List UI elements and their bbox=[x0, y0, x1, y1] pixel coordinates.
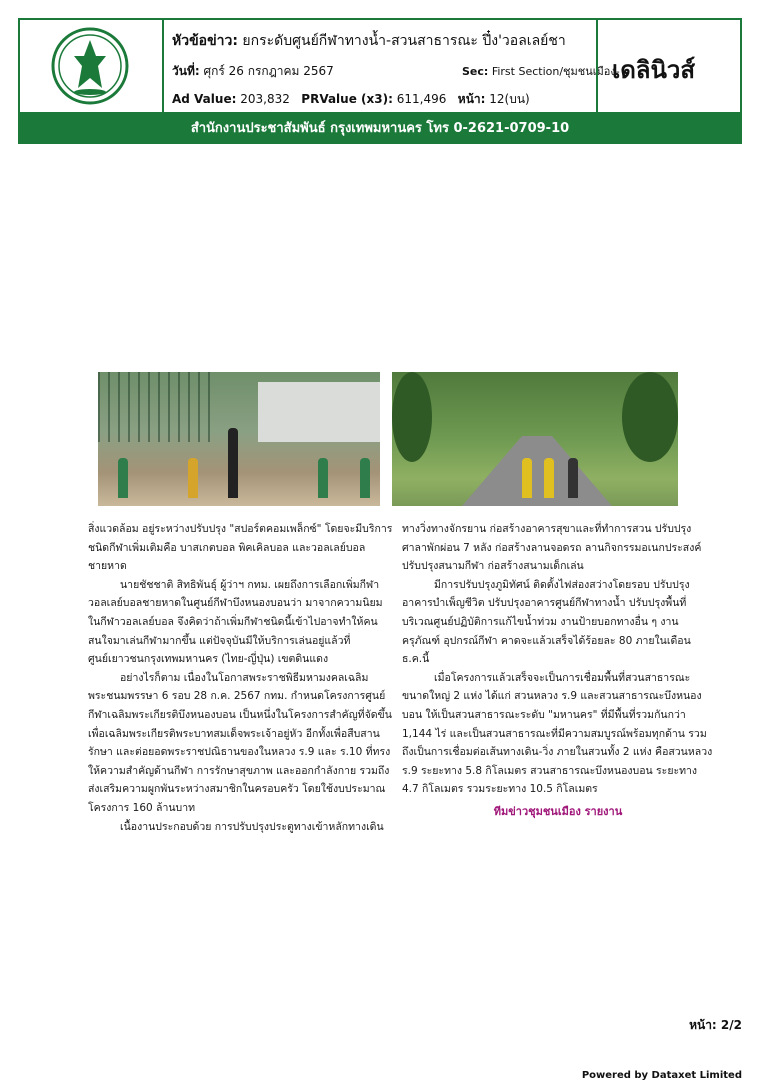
ad-label: Ad Value: bbox=[172, 92, 237, 106]
contact-banner: สำนักงานประชาสัมพันธ์ กรุงเทพมหานคร โทร 0-2621-0709-10 bbox=[18, 114, 742, 144]
person-figure bbox=[360, 458, 370, 498]
person-figure bbox=[318, 458, 328, 498]
date-row bbox=[172, 62, 334, 81]
bangkok-seal-icon bbox=[50, 26, 130, 106]
pr-value: 611,496 bbox=[396, 92, 447, 106]
net-fence bbox=[98, 372, 218, 442]
powered-by: Powered by Dataxet Limited bbox=[581, 1070, 742, 1081]
byline: ทีมข่าวชุมชนเมือง รายงาน bbox=[493, 804, 623, 818]
person-figure bbox=[228, 428, 238, 498]
article-column-1 bbox=[88, 520, 394, 836]
cyclist-figure bbox=[568, 458, 578, 498]
paragraph: สิ่งแวดล้อม อยู่ระหว่างปรับปรุง "สปอร์ตคอมเพล็กซ์" โดยจะมีบริการชนิดกีฬาเพิ่มเติมคือ บาสเกตบอล พิคเคิลบอล และวอลเลย์บอลชายหาด bbox=[88, 523, 393, 573]
sec-label: Sec: bbox=[462, 65, 489, 78]
page-value: 12(บน) bbox=[489, 92, 530, 106]
cyclist-figure bbox=[522, 458, 532, 498]
date-value: ศุกร์ 26 กรกฎาคม 2567 bbox=[203, 64, 334, 78]
ad-value: 203,832 bbox=[240, 92, 290, 106]
date-label: วันที่: bbox=[172, 64, 200, 78]
clipping-info bbox=[172, 26, 620, 110]
headline-label: หัวข้อข่าว: bbox=[172, 33, 238, 49]
paragraph: อย่างไรก็ตาม เนื่องในโอกาสพระราชพิธีมหามงคลเฉลิมพระชนมพรรษา 6 รอบ 28 ก.ค. 2567 กทม. กำหนดโครงการศูนย์กีฬาเฉลิมพระเกียรติบึงหนองบอน เป็นหนึ่งในโครงการสำคัญที่จัดขึ้นเพื่อเฉลิมพระเกียรติพระบาทสมเด็จพระเจ้าอยู่หัว อีกทั้งเพื่อสืบสานรักษา และต่อยอดพระราชปณิธานของในหลวง ร.9 และ ร.10 ที่ทรงให้ความสำคัญด้านกีฬา การรักษาสุขภาพ และออกกำลังกาย รวมถึงส่งเสริมความผูกพันระหว่างสมาชิกในครอบครัว โดยใช้งบประมาณโครงการ 160 ล้านบาท bbox=[88, 671, 392, 814]
headline: ยกระดับศูนย์กีฬาทางน้ำ-สวนสาธารณะ ปึ๋ง'วอลเลย์ชา bbox=[242, 33, 566, 49]
headline-row bbox=[172, 30, 566, 52]
newspaper-brand: เดลินิวส์ bbox=[612, 56, 696, 84]
cycling-park-photo bbox=[392, 372, 678, 506]
tree bbox=[622, 372, 678, 462]
person-figure bbox=[118, 458, 128, 498]
paragraph: เมื่อโครงการแล้วเสร็จจะเป็นการเชื่อมพื้นที่สวนสาธารณะขนาดใหญ่ 2 แห่ง ได้แก่ สวนหลวง ร.9 และสวนสาธารณะบึงหนองบอน ให้เป็นสวนสาธารณะระดับ "มหานคร" ที่มีพื้นที่รวมกันกว่า 1,144 ไร่ และเป็นสวนสาธารณะที่มีความสมบูรณ์พร้อมทุกด้าน รวมถึงเป็นการเชื่อมต่อเส้นทางเดิน-วิ่ง ภายในสวนทั้ง 2 แห่ง คือสวนหลวง ร.9 ระยะทาง 5.8 กิโลเมตร สวนสาธารณะบึงหนองบอน ระยะทาง 4.7 กิโลเมตร รวมระยะทาง 10.5 กิโลเมตร bbox=[402, 671, 713, 796]
article-column-2 bbox=[402, 520, 714, 822]
paragraph: เนื้องานประกอบด้วย การปรับปรุงประตูทางเข้าหลักทางเดิน bbox=[120, 820, 384, 833]
beach-volleyball-photo bbox=[98, 372, 380, 506]
clipping-header bbox=[18, 18, 742, 114]
tree bbox=[392, 372, 432, 462]
building bbox=[258, 382, 380, 442]
paragraph: นายชัชชาติ สิทธิพันธุ์ ผู้ว่าฯ กทม. เผยถึงการเลือกเพิ่มกีฬาวอลเลย์บอลชายหาดในศูนย์กีฬาบึงหนองบอนว่า มาจากความนิยมในกีฬาวอลเลย์บอล จึงคิดว่าถ้าเพิ่มกีฬาชนิดนี้เข้าไปอาจทำให้คนสนใจมาเล่นกีฬามากขึ้น แต่ปัจจุบันมีให้บริการเล่นอยู่แล้วที่ศูนย์เยาวชนกรุงเทพมหานคร (ไทย-ญี่ปุ่น) เขตดินแดง bbox=[88, 578, 383, 666]
brand-area bbox=[596, 20, 740, 112]
logo-area bbox=[20, 20, 164, 112]
sec-value: First Section/ชุมชนเมือง- bbox=[491, 65, 620, 78]
paragraph: ทางวิ่งทางจักรยาน ก่อสร้างอาคารสุขาและที่ทำการสวน ปรับปรุงศาลาพักผ่อน 7 หลัง ก่อสร้างลานจอดรถ ลานกิจกรรมอเนกประสงค์ ปรับปรุงสนามกีฬา ก่อสร้างสนามเด็กเล่น bbox=[402, 523, 702, 573]
value-row bbox=[172, 90, 530, 109]
pr-label: PRValue (x3): bbox=[301, 92, 393, 106]
paragraph: มีการปรับปรุงภูมิทัศน์ ติดตั้งไฟส่องสว่างโดยรอบ ปรับปรุงอาคารบำเพ็ญชีวิต ปรับปรุงอาคารศูนย์กีฬาทางน้ำ ปรับปรุงพื้นที่บริเวณศูนย์ปฏิบัติการแก้ไขน้ำท่วม งานป้ายบอกทางอื่น ๆ งานครุภัณฑ์ อุปกรณ์กีฬา คาดจะแล้วเสร็จได้ร้อยละ 80 ภายในเดือนธ.ค.นี้ bbox=[402, 578, 691, 666]
page-number: หน้า: 2/2 bbox=[689, 1018, 742, 1032]
person-figure bbox=[188, 458, 198, 498]
page-label: หน้า: bbox=[457, 92, 486, 106]
park-road bbox=[462, 436, 612, 506]
cyclist-figure bbox=[544, 458, 554, 498]
